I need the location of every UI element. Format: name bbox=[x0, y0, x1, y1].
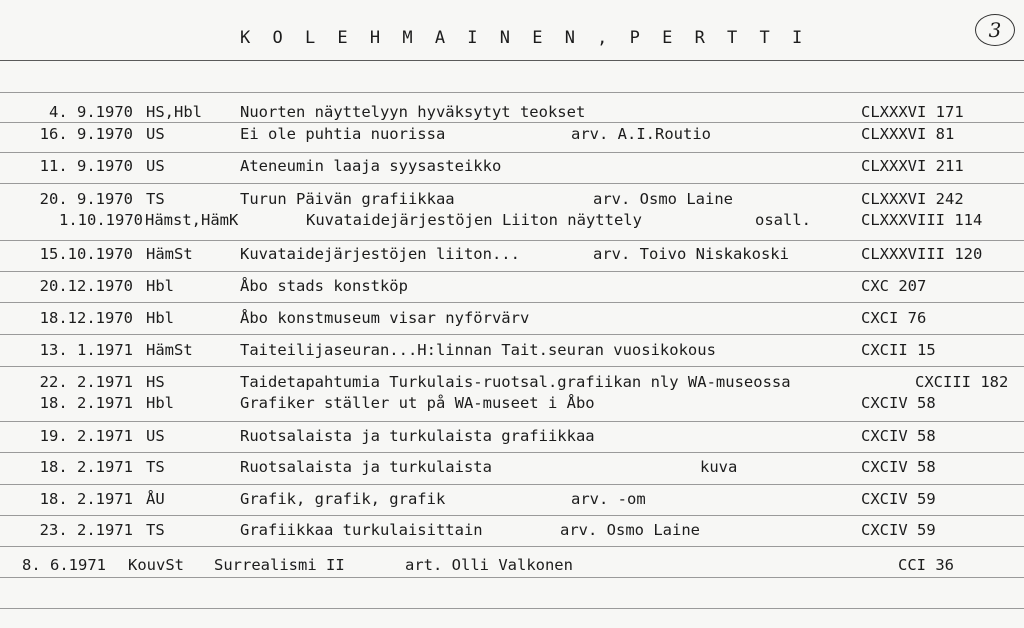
entry-ref: CXCIV 58 bbox=[861, 394, 936, 412]
entry-row bbox=[0, 490, 1024, 512]
entry-date: 13. 1.1971 bbox=[39, 341, 133, 359]
entry-date: 20. 9.1970 bbox=[39, 190, 133, 208]
entry-ref: CCI 36 bbox=[898, 556, 954, 574]
entry-source: US bbox=[146, 157, 165, 175]
entry-title: Ruotsalaista ja turkulaista grafiikkaa bbox=[240, 427, 595, 445]
header-rule bbox=[0, 60, 1024, 61]
entry-note: osall. bbox=[755, 211, 811, 229]
entry-ref: CXCIV 59 bbox=[861, 490, 936, 508]
entry-row bbox=[0, 125, 1024, 147]
card-number-badge: 3 bbox=[975, 14, 1015, 46]
entry-title: Ei ole puhtia nuorissa bbox=[240, 125, 446, 143]
entry-source: Hbl bbox=[146, 277, 174, 295]
entry-row bbox=[0, 245, 1024, 267]
entry-date: 1.10.1970 bbox=[59, 211, 143, 229]
rule-7 bbox=[0, 302, 1024, 303]
entry-title: Kuvataidejärjestöjen Liiton näyttely bbox=[306, 211, 642, 229]
entry-title: Åbo konstmuseum visar nyförvärv bbox=[240, 309, 530, 327]
entry-date: 19. 2.1971 bbox=[39, 427, 133, 445]
rule-3 bbox=[0, 152, 1024, 153]
entry-date: 11. 9.1970 bbox=[39, 157, 133, 175]
entry-note: arv. -om bbox=[571, 490, 646, 508]
entry-source: TS bbox=[146, 521, 165, 539]
entry-source: Hbl bbox=[146, 309, 174, 327]
entry-title: Grafiker ställer ut på WA-museet i Åbo bbox=[240, 394, 595, 412]
entry-ref: CLXXXVIII 120 bbox=[861, 245, 983, 263]
entry-ref: CLXXXVI 211 bbox=[861, 157, 964, 175]
entry-row bbox=[0, 190, 1024, 212]
rule-9 bbox=[0, 366, 1024, 367]
entry-note: arv. Toivo Niskakoski bbox=[593, 245, 789, 263]
entry-ref: CXCIV 58 bbox=[861, 458, 936, 476]
rule-4 bbox=[0, 183, 1024, 184]
rule-6 bbox=[0, 271, 1024, 272]
entry-source: TS bbox=[146, 458, 165, 476]
entry-row bbox=[0, 157, 1024, 179]
rule-8 bbox=[0, 334, 1024, 335]
entry-date: 15.10.1970 bbox=[39, 245, 133, 263]
entry-row bbox=[0, 373, 1024, 395]
rule-1 bbox=[0, 92, 1024, 93]
entry-row bbox=[0, 211, 1024, 233]
entry-row bbox=[0, 394, 1024, 416]
entry-row bbox=[0, 458, 1024, 480]
entry-note: arv. Osmo Laine bbox=[560, 521, 700, 539]
entry-date: 4. 9.1970 bbox=[49, 103, 133, 121]
entry-note: arv. Osmo Laine bbox=[593, 190, 733, 208]
entry-title: Nuorten näyttelyyn hyväksytyt teokset bbox=[240, 103, 586, 121]
entry-source: ÅU bbox=[146, 490, 165, 508]
entry-title: Grafiikkaa turkulaisittain bbox=[240, 521, 483, 539]
entry-source: US bbox=[146, 125, 165, 143]
entry-title: Taiteilijaseuran...H:linnan Tait.seuran vuosikokous bbox=[240, 341, 716, 359]
rule-11 bbox=[0, 452, 1024, 453]
entry-ref: CXCI 76 bbox=[861, 309, 927, 327]
entry-ref: CLXXXVI 81 bbox=[861, 125, 955, 143]
rule-5 bbox=[0, 240, 1024, 241]
entry-source: HS,Hbl bbox=[146, 103, 202, 121]
entry-row bbox=[0, 556, 1024, 578]
entry-title: Ateneumin laaja syysasteikko bbox=[240, 157, 502, 175]
entry-note: arv. A.I.Routio bbox=[571, 125, 711, 143]
entry-row bbox=[0, 277, 1024, 299]
entry-ref: CLXXXVI 242 bbox=[861, 190, 964, 208]
entry-ref: CXCIV 58 bbox=[861, 427, 936, 445]
entry-row bbox=[0, 427, 1024, 449]
entry-title: Turun Päivän grafiikkaa bbox=[240, 190, 455, 208]
card-title: K O L E H M A I N E N , P E R T T I bbox=[240, 28, 809, 48]
entry-source: TS bbox=[146, 190, 165, 208]
entry-ref: CXCII 15 bbox=[861, 341, 936, 359]
entry-date: 18. 2.1971 bbox=[39, 490, 133, 508]
entry-title: Surrealismi II bbox=[214, 556, 345, 574]
entry-source: US bbox=[146, 427, 165, 445]
entry-title: Grafik, grafik, grafik bbox=[240, 490, 446, 508]
entry-date: 18. 2.1971 bbox=[39, 394, 133, 412]
rule-14 bbox=[0, 546, 1024, 547]
entry-source: Hbl bbox=[146, 394, 174, 412]
entry-title: Kuvataidejärjestöjen liiton... bbox=[240, 245, 520, 263]
entry-row bbox=[0, 103, 1024, 125]
entry-source: HS bbox=[146, 373, 165, 391]
entry-row bbox=[0, 341, 1024, 363]
entry-date: 20.12.1970 bbox=[39, 277, 133, 295]
entry-source: HämSt bbox=[146, 245, 193, 263]
entry-row bbox=[0, 521, 1024, 543]
entry-source: HämSt bbox=[146, 341, 193, 359]
entry-date: 23. 2.1971 bbox=[39, 521, 133, 539]
entry-ref: CXC 207 bbox=[861, 277, 927, 295]
entry-ref: CXCIII 182 bbox=[915, 373, 1009, 391]
rule-12 bbox=[0, 484, 1024, 485]
rule-10 bbox=[0, 421, 1024, 422]
entry-source: KouvSt bbox=[128, 556, 184, 574]
rule-16 bbox=[0, 608, 1024, 609]
entry-note: art. Olli Valkonen bbox=[405, 556, 573, 574]
entry-row bbox=[0, 309, 1024, 331]
entry-date: 18. 2.1971 bbox=[39, 458, 133, 476]
entry-date: 18.12.1970 bbox=[39, 309, 133, 327]
entry-title: Åbo stads konstköp bbox=[240, 277, 408, 295]
entry-title: Ruotsalaista ja turkulaista bbox=[240, 458, 492, 476]
entry-title: Taidetapahtumia Turkulais-ruotsal.grafiikan nly WA-museossa bbox=[240, 373, 791, 391]
entry-ref: CLXXXVIII 114 bbox=[861, 211, 983, 229]
rule-13 bbox=[0, 515, 1024, 516]
entry-ref: CLXXXVI 171 bbox=[861, 103, 964, 121]
entry-date: 22. 2.1971 bbox=[39, 373, 133, 391]
entry-date: 8. 6.1971 bbox=[22, 556, 106, 574]
entry-ref: CXCIV 59 bbox=[861, 521, 936, 539]
entry-note: kuva bbox=[700, 458, 738, 476]
entry-date: 16. 9.1970 bbox=[39, 125, 133, 143]
entry-source: Hämst,HämK bbox=[145, 211, 239, 229]
